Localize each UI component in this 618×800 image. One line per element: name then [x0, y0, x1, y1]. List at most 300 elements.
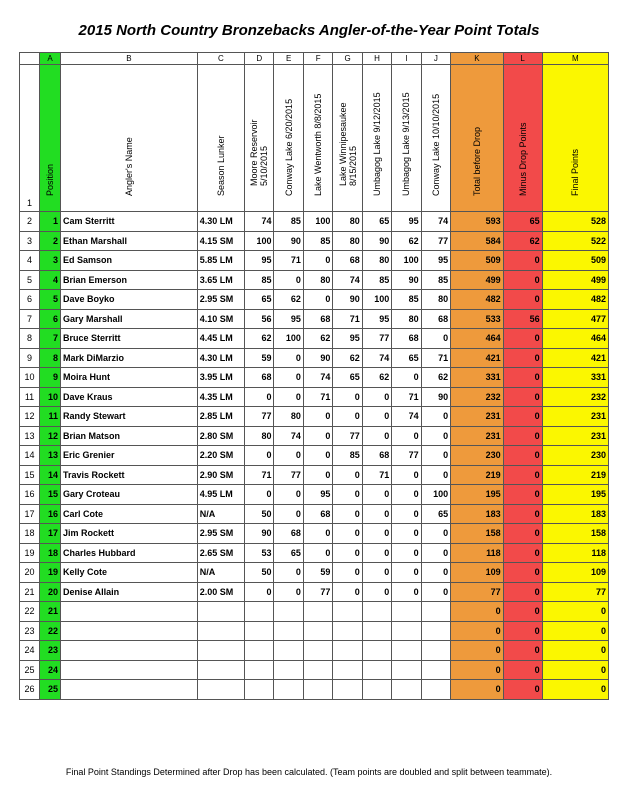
event-score-cell: 0: [303, 524, 332, 544]
column-letter: [20, 53, 40, 65]
row-number: 1: [20, 65, 40, 212]
event-score-cell: 71: [303, 387, 332, 407]
position-cell: 9: [39, 368, 60, 388]
table-row: [20, 407, 609, 427]
standings-table: [19, 52, 609, 700]
event-score-cell: 68: [362, 446, 391, 466]
event-score-cell: 68: [274, 524, 303, 544]
event-score-cell: 0: [392, 465, 421, 485]
total-cell: 509: [451, 251, 504, 271]
position-cell: 10: [39, 387, 60, 407]
column-letter: K: [451, 53, 504, 65]
drop-cell: 62: [503, 231, 542, 251]
event-score-cell: [303, 641, 332, 661]
final-points-cell: 509: [542, 251, 608, 271]
drop-cell: 0: [503, 602, 542, 622]
row-number: 20: [20, 563, 40, 583]
season-lunker-cell: [197, 641, 244, 661]
event-score-cell: [274, 641, 303, 661]
angler-name-cell: Bruce Sterritt: [61, 329, 198, 349]
season-lunker-cell: 2.95 SM: [197, 524, 244, 544]
table-row: [20, 524, 609, 544]
event-score-cell: 90: [362, 231, 391, 251]
event-score-cell: 0: [303, 465, 332, 485]
drop-cell: 0: [503, 504, 542, 524]
total-cell: 219: [451, 465, 504, 485]
event-score-cell: 0: [274, 485, 303, 505]
season-lunker-cell: 4.35 LM: [197, 387, 244, 407]
position-cell: 15: [39, 485, 60, 505]
row-number: 21: [20, 582, 40, 602]
event-score-cell: [362, 641, 391, 661]
final-points-cell: 499: [542, 270, 608, 290]
event-score-cell: 65: [333, 368, 362, 388]
page-title: 2015 North Country Bronzebacks Angler-of-the-Year Point Totals: [78, 22, 540, 39]
event-score-cell: 95: [362, 309, 391, 329]
event-score-cell: 95: [421, 251, 450, 271]
season-lunker-cell: 2.95 SM: [197, 290, 244, 310]
column-letters-row: [20, 53, 609, 65]
event-score-cell: 80: [333, 212, 362, 232]
event-score-cell: 95: [333, 329, 362, 349]
event-score-cell: 77: [333, 426, 362, 446]
table-row: [20, 212, 609, 232]
event-score-cell: [303, 621, 332, 641]
position-cell: 4: [39, 270, 60, 290]
table-row: [20, 368, 609, 388]
angler-name-cell: [61, 680, 198, 700]
event-score-cell: [392, 602, 421, 622]
event-score-cell: 0: [274, 368, 303, 388]
total-cell: 482: [451, 290, 504, 310]
row-number: 17: [20, 504, 40, 524]
angler-name-cell: Cam Sterritt: [61, 212, 198, 232]
event-score-cell: [245, 680, 274, 700]
position-cell: 1: [39, 212, 60, 232]
position-cell: 16: [39, 504, 60, 524]
drop-cell: 0: [503, 563, 542, 583]
event-score-cell: 80: [274, 407, 303, 427]
angler-name-cell: Moira Hunt: [61, 368, 198, 388]
season-lunker-cell: 2.90 SM: [197, 465, 244, 485]
angler-name-cell: Gary Croteau: [61, 485, 198, 505]
event-score-cell: 74: [303, 368, 332, 388]
drop-cell: 65: [503, 212, 542, 232]
event-score-cell: 0: [362, 387, 391, 407]
row-number: 18: [20, 524, 40, 544]
row-number: 19: [20, 543, 40, 563]
drop-cell: 0: [503, 387, 542, 407]
event-score-cell: [362, 680, 391, 700]
event-score-cell: 85: [274, 212, 303, 232]
event-score-cell: [245, 641, 274, 661]
table-row: [20, 329, 609, 349]
event-score-cell: 56: [245, 309, 274, 329]
season-lunker-cell: 4.30 LM: [197, 212, 244, 232]
angler-name-cell: Kelly Cote: [61, 563, 198, 583]
event-score-cell: 90: [274, 231, 303, 251]
total-cell: 331: [451, 368, 504, 388]
position-cell: 2: [39, 231, 60, 251]
column-letter: D: [245, 53, 274, 65]
event-score-cell: 65: [392, 348, 421, 368]
season-lunker-cell: 5.85 LM: [197, 251, 244, 271]
event-score-cell: 77: [274, 465, 303, 485]
final-points-cell: 219: [542, 465, 608, 485]
total-cell: 231: [451, 426, 504, 446]
position-cell: 17: [39, 524, 60, 544]
event-score-cell: 0: [333, 387, 362, 407]
event-score-cell: [333, 621, 362, 641]
drop-cell: 0: [503, 465, 542, 485]
event-score-cell: 0: [245, 446, 274, 466]
table-row: [20, 290, 609, 310]
event-score-cell: 0: [333, 543, 362, 563]
table-row: [20, 680, 609, 700]
event-score-cell: 0: [303, 543, 332, 563]
event-score-cell: 100: [362, 290, 391, 310]
season-lunker-cell: 2.00 SM: [197, 582, 244, 602]
season-lunker-cell: 4.15 SM: [197, 231, 244, 251]
position-cell: 20: [39, 582, 60, 602]
angler-name-cell: Ethan Marshall: [61, 231, 198, 251]
event-score-cell: 0: [333, 563, 362, 583]
event-score-cell: 0: [333, 407, 362, 427]
event-score-cell: [274, 602, 303, 622]
event-score-cell: 77: [362, 329, 391, 349]
header-event-4: Lake Winnipesaukee 8/15/2015: [333, 65, 362, 212]
event-score-cell: 0: [333, 504, 362, 524]
position-cell: 12: [39, 426, 60, 446]
row-number: 3: [20, 231, 40, 251]
event-score-cell: [333, 641, 362, 661]
event-score-cell: 0: [303, 290, 332, 310]
event-score-cell: 0: [421, 563, 450, 583]
drop-cell: 0: [503, 446, 542, 466]
event-score-cell: [421, 680, 450, 700]
event-score-cell: 71: [392, 387, 421, 407]
angler-name-cell: [61, 602, 198, 622]
position-cell: 11: [39, 407, 60, 427]
table-row: [20, 582, 609, 602]
event-score-cell: 90: [392, 270, 421, 290]
angler-name-cell: [61, 641, 198, 661]
event-score-cell: [274, 660, 303, 680]
event-score-cell: 0: [421, 407, 450, 427]
angler-name-cell: Charles Hubbard: [61, 543, 198, 563]
event-score-cell: [392, 680, 421, 700]
column-letter: I: [392, 53, 421, 65]
event-score-cell: [245, 621, 274, 641]
season-lunker-cell: N/A: [197, 563, 244, 583]
table-row: [20, 485, 609, 505]
event-score-cell: 100: [274, 329, 303, 349]
header-season-lunker: Season Lunker: [197, 65, 244, 212]
column-letter: H: [362, 53, 391, 65]
event-score-cell: [362, 602, 391, 622]
total-cell: 77: [451, 582, 504, 602]
final-points-cell: 232: [542, 387, 608, 407]
table-row: [20, 465, 609, 485]
event-score-cell: 0: [392, 368, 421, 388]
event-score-cell: 0: [274, 348, 303, 368]
event-score-cell: 80: [333, 231, 362, 251]
row-number: 5: [20, 270, 40, 290]
season-lunker-cell: [197, 660, 244, 680]
event-score-cell: [392, 641, 421, 661]
table-row: [20, 602, 609, 622]
event-score-cell: 100: [392, 251, 421, 271]
event-score-cell: 95: [274, 309, 303, 329]
season-lunker-cell: [197, 602, 244, 622]
column-letter: L: [503, 53, 542, 65]
final-points-cell: 0: [542, 602, 608, 622]
position-cell: 23: [39, 641, 60, 661]
event-score-cell: 95: [392, 212, 421, 232]
final-points-cell: 522: [542, 231, 608, 251]
drop-cell: 0: [503, 407, 542, 427]
total-cell: 230: [451, 446, 504, 466]
season-lunker-cell: 4.10 SM: [197, 309, 244, 329]
event-score-cell: 0: [421, 426, 450, 446]
angler-name-cell: Dave Kraus: [61, 387, 198, 407]
total-cell: 0: [451, 680, 504, 700]
event-score-cell: 90: [245, 524, 274, 544]
event-score-cell: 0: [274, 446, 303, 466]
total-cell: 118: [451, 543, 504, 563]
drop-cell: 0: [503, 680, 542, 700]
header-row: [20, 65, 609, 212]
event-score-cell: 62: [303, 329, 332, 349]
angler-name-cell: Carl Cote: [61, 504, 198, 524]
table-row: [20, 309, 609, 329]
angler-name-cell: Brian Matson: [61, 426, 198, 446]
event-score-cell: 0: [362, 563, 391, 583]
position-cell: 7: [39, 329, 60, 349]
event-score-cell: 50: [245, 504, 274, 524]
angler-name-cell: Ed Samson: [61, 251, 198, 271]
event-score-cell: 0: [303, 407, 332, 427]
event-score-cell: 0: [362, 524, 391, 544]
table-row: [20, 387, 609, 407]
drop-cell: 0: [503, 524, 542, 544]
event-score-cell: 80: [245, 426, 274, 446]
season-lunker-cell: [197, 680, 244, 700]
position-cell: 13: [39, 446, 60, 466]
drop-cell: 0: [503, 368, 542, 388]
event-score-cell: 71: [421, 348, 450, 368]
event-score-cell: 85: [333, 446, 362, 466]
total-cell: 593: [451, 212, 504, 232]
header-drop: Minus Drop Points: [503, 65, 542, 212]
footer-note: Final Point Standings Determined after Drop has been calculated. (Team points are doubled and split between teammate).: [65, 767, 553, 777]
event-score-cell: 59: [245, 348, 274, 368]
header-angler-name: Angler's Name: [61, 65, 198, 212]
angler-name-cell: Dave Boyko: [61, 290, 198, 310]
event-score-cell: [333, 602, 362, 622]
event-score-cell: 0: [421, 524, 450, 544]
season-lunker-cell: 4.30 LM: [197, 348, 244, 368]
row-number: 11: [20, 387, 40, 407]
column-letter: C: [197, 53, 244, 65]
event-score-cell: 0: [245, 582, 274, 602]
event-score-cell: 74: [333, 270, 362, 290]
event-score-cell: [421, 660, 450, 680]
drop-cell: 0: [503, 329, 542, 349]
row-number: 24: [20, 641, 40, 661]
event-score-cell: 68: [303, 309, 332, 329]
event-score-cell: 0: [274, 582, 303, 602]
event-score-cell: 65: [274, 543, 303, 563]
event-score-cell: 71: [362, 465, 391, 485]
event-score-cell: [333, 660, 362, 680]
total-cell: 584: [451, 231, 504, 251]
event-score-cell: 0: [362, 504, 391, 524]
row-number: 13: [20, 426, 40, 446]
event-score-cell: 62: [392, 231, 421, 251]
row-number: 15: [20, 465, 40, 485]
position-cell: 8: [39, 348, 60, 368]
final-points-cell: 195: [542, 485, 608, 505]
final-points-cell: 183: [542, 504, 608, 524]
event-score-cell: 62: [245, 329, 274, 349]
event-score-cell: 0: [392, 426, 421, 446]
final-points-cell: 230: [542, 446, 608, 466]
row-number: 4: [20, 251, 40, 271]
event-score-cell: 65: [362, 212, 391, 232]
drop-cell: 0: [503, 641, 542, 661]
event-score-cell: 0: [392, 504, 421, 524]
drop-cell: 0: [503, 290, 542, 310]
table-row: [20, 621, 609, 641]
table-row: [20, 543, 609, 563]
event-score-cell: 100: [303, 212, 332, 232]
event-score-cell: 0: [245, 387, 274, 407]
angler-name-cell: Gary Marshall: [61, 309, 198, 329]
final-points-cell: 109: [542, 563, 608, 583]
row-number: 22: [20, 602, 40, 622]
event-score-cell: [421, 621, 450, 641]
final-points-cell: 158: [542, 524, 608, 544]
angler-name-cell: [61, 621, 198, 641]
event-score-cell: 95: [245, 251, 274, 271]
event-score-cell: 0: [333, 465, 362, 485]
event-score-cell: 62: [333, 348, 362, 368]
event-score-cell: 85: [392, 290, 421, 310]
total-cell: 0: [451, 621, 504, 641]
event-score-cell: 85: [362, 270, 391, 290]
header-final: Final Points: [542, 65, 608, 212]
total-cell: 195: [451, 485, 504, 505]
season-lunker-cell: 2.80 SM: [197, 426, 244, 446]
event-score-cell: 0: [421, 329, 450, 349]
season-lunker-cell: 4.95 LM: [197, 485, 244, 505]
table-row: [20, 660, 609, 680]
total-cell: 0: [451, 660, 504, 680]
event-score-cell: 65: [421, 504, 450, 524]
angler-name-cell: Travis Rockett: [61, 465, 198, 485]
angler-name-cell: Mark DiMarzio: [61, 348, 198, 368]
event-score-cell: 0: [421, 543, 450, 563]
event-score-cell: 53: [245, 543, 274, 563]
event-score-cell: 77: [245, 407, 274, 427]
event-score-cell: 68: [392, 329, 421, 349]
event-score-cell: [392, 660, 421, 680]
event-score-cell: 95: [303, 485, 332, 505]
season-lunker-cell: 2.85 LM: [197, 407, 244, 427]
event-score-cell: 0: [362, 407, 391, 427]
event-score-cell: [245, 660, 274, 680]
event-score-cell: 71: [274, 251, 303, 271]
final-points-cell: 331: [542, 368, 608, 388]
column-letter: F: [303, 53, 332, 65]
final-points-cell: 118: [542, 543, 608, 563]
season-lunker-cell: N/A: [197, 504, 244, 524]
row-number: 10: [20, 368, 40, 388]
event-score-cell: [421, 602, 450, 622]
column-letter: B: [61, 53, 198, 65]
event-score-cell: 0: [362, 543, 391, 563]
event-score-cell: 74: [421, 212, 450, 232]
row-number: 23: [20, 621, 40, 641]
row-number: 8: [20, 329, 40, 349]
drop-cell: 0: [503, 348, 542, 368]
position-cell: 5: [39, 290, 60, 310]
total-cell: 464: [451, 329, 504, 349]
event-score-cell: 0: [421, 582, 450, 602]
event-score-cell: 62: [274, 290, 303, 310]
table-row: [20, 348, 609, 368]
angler-name-cell: Eric Grenier: [61, 446, 198, 466]
column-letter: G: [333, 53, 362, 65]
drop-cell: 0: [503, 251, 542, 271]
event-score-cell: 77: [392, 446, 421, 466]
event-score-cell: 68: [303, 504, 332, 524]
column-letter: J: [421, 53, 450, 65]
total-cell: 0: [451, 641, 504, 661]
angler-name-cell: Denise Allain: [61, 582, 198, 602]
event-score-cell: 0: [392, 563, 421, 583]
event-score-cell: 74: [274, 426, 303, 446]
row-number: 25: [20, 660, 40, 680]
row-number: 26: [20, 680, 40, 700]
drop-cell: 0: [503, 270, 542, 290]
total-cell: 0: [451, 602, 504, 622]
column-letter: A: [39, 53, 60, 65]
total-cell: 231: [451, 407, 504, 427]
event-score-cell: 80: [421, 290, 450, 310]
drop-cell: 0: [503, 660, 542, 680]
event-score-cell: 68: [333, 251, 362, 271]
event-score-cell: 0: [333, 524, 362, 544]
event-score-cell: 0: [274, 504, 303, 524]
table-row: [20, 231, 609, 251]
header-event-5: Umbagog Lake 9/12/2015: [362, 65, 391, 212]
position-cell: 25: [39, 680, 60, 700]
event-score-cell: 100: [421, 485, 450, 505]
event-score-cell: 62: [362, 368, 391, 388]
table-row: [20, 270, 609, 290]
final-points-cell: 0: [542, 641, 608, 661]
event-score-cell: 0: [274, 563, 303, 583]
event-score-cell: 71: [333, 309, 362, 329]
event-score-cell: 80: [303, 270, 332, 290]
event-score-cell: 77: [421, 231, 450, 251]
event-score-cell: 0: [303, 446, 332, 466]
position-cell: 3: [39, 251, 60, 271]
table-row: [20, 504, 609, 524]
event-score-cell: 74: [245, 212, 274, 232]
